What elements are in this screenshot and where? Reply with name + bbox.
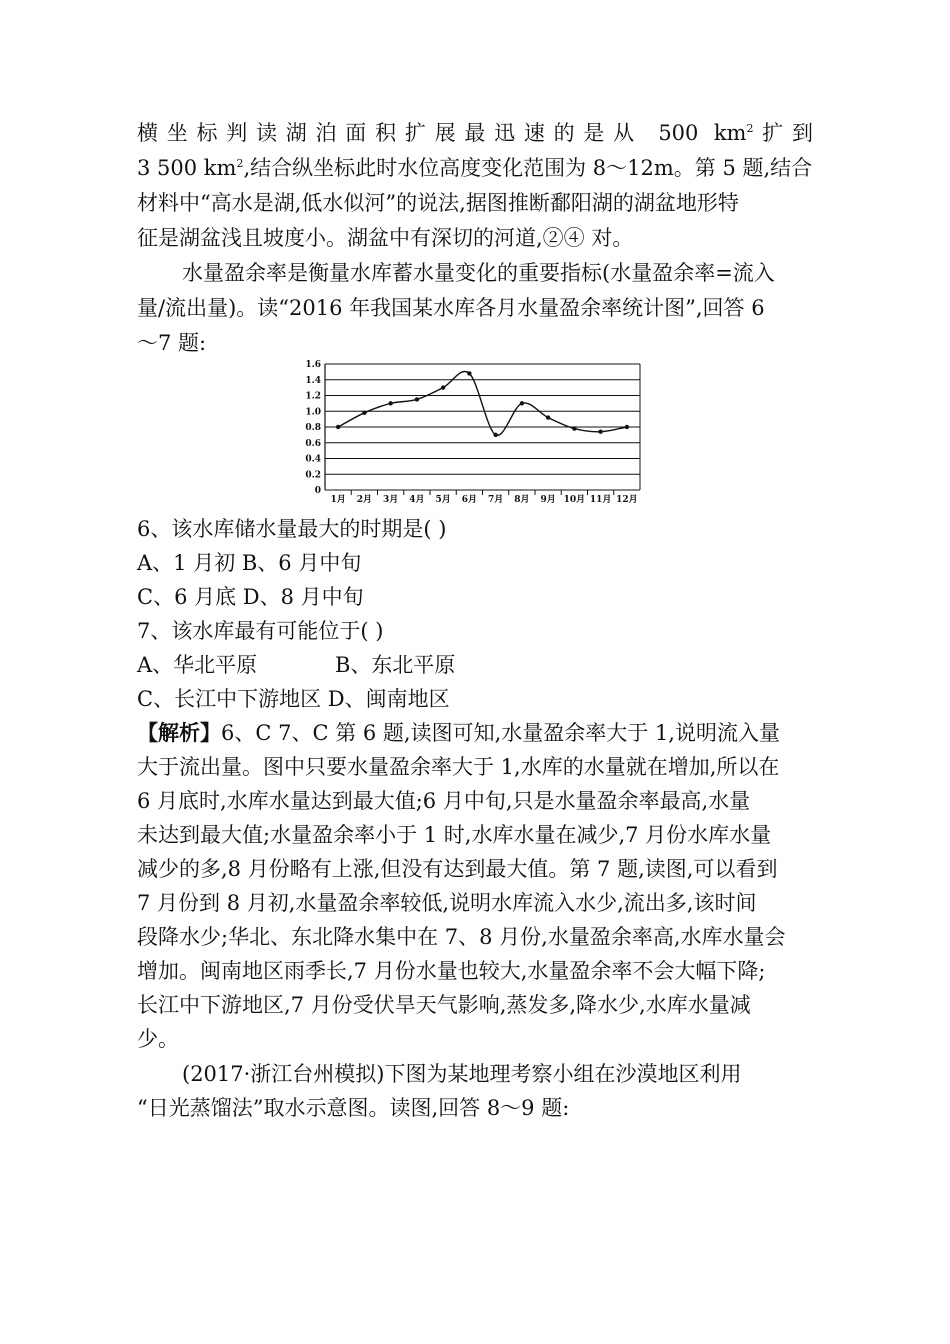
analysis-line: 减少的多,8 月份略有上涨,但没有达到最大值。第 7 题,读图,可以看到 [137,857,778,881]
next-question-intro: (2017·浙江台州模拟)下图为某地理考察小组在沙漠地区利用 [182,1062,742,1086]
data-point [625,425,629,429]
data-point [441,385,445,389]
paragraph-line: 材料中“高水是湖,低水似河”的说法,据图推断鄱阳湖的湖盆地形特 [137,191,739,215]
text-span: 6、C 7、C 第 6 题,读图可知,水量盈余率大于 1,说明流入量 [221,721,780,745]
data-point [362,411,366,415]
data-point [520,401,524,405]
x-tick-label: 10月 [563,495,586,505]
data-point [467,371,471,375]
x-tick-label: 7月 [487,495,504,505]
question-7-option-a: A、华北平原 [137,653,258,677]
x-tick-label: 9月 [540,495,556,505]
x-tick-label: 4月 [409,495,425,505]
question-6-options-cd: C、6 月底 D、8 月中旬 [137,585,364,609]
paragraph-line [137,118,813,148]
series-line [338,371,627,435]
question-7-options-cd: C、长江中下游地区 D、闽南地区 [137,687,450,711]
analysis-line: 少。 [137,1027,179,1051]
analysis-line: 6 月底时,水库水量达到最大值;6 月中旬,只是水量盈余率最高,水量 [137,789,751,813]
y-tick-label: 0 [314,486,321,496]
paragraph-line: 水量盈余率是衡量水库蓄水量变化的重要指标(水量盈余率=流入 [182,261,775,285]
question-6-options-ab: A、1 月初 B、6 月中旬 [137,551,362,575]
y-tick-label: 0.4 [305,454,321,465]
data-point [388,401,392,405]
data-point [415,397,419,401]
x-tick-label: 11月 [589,495,612,505]
analysis-line: 未达到最大值;水量盈余率小于 1 时,水库水量在减少,7 月份水库水量 [137,823,772,847]
text-span: 3 500 km [137,156,237,180]
analysis-line: 段降水少;华北、东北降水集中在 7、8 月份,水量盈余率高,水库水量会 [137,925,786,949]
data-point [572,426,576,430]
y-tick-label: 1.2 [305,391,321,402]
x-tick-label: 3月 [382,495,399,505]
analysis-line [137,718,780,748]
paragraph-line [137,153,812,183]
paragraph-line: 量/流出量)。读“2016 年我国某水库各月水量盈余率统计图”,回答 6 [137,296,765,320]
x-tick-label: 5月 [435,495,451,505]
x-tick-label: 8月 [514,495,530,505]
text-span: 横坐标判读湖泊面积扩展最迅速的是从 500 km [137,121,747,145]
analysis-line: 大于流出量。图中只要水量盈余率大于 1,水库的水量就在增加,所以在 [137,755,780,779]
x-tick-label: 6月 [461,495,478,505]
data-point [493,433,497,437]
paragraph-line: ～7 题: [137,331,207,355]
analysis-tag: 【解析】 [137,720,221,745]
superscript: 2 [746,122,754,135]
question-6: 6、该水库储水量最大的时期是( ) [137,517,447,541]
y-tick-label: 1.4 [305,375,321,386]
y-tick-label: 0.2 [305,470,321,481]
question-7: 7、该水库最有可能位于( ) [137,619,384,643]
analysis-line: 增加。闽南地区雨季长,7 月份水量也较大,水量盈余率不会大幅下降; [137,959,766,983]
next-question-intro: “日光蒸馏法”取水示意图。读图,回答 8～9 题: [137,1096,570,1120]
water-surplus-line-chart [292,356,644,508]
y-tick-label: 1.0 [305,407,321,418]
data-point [598,430,602,434]
paragraph-line: 征是湖盆浅且坡度小。湖盆中有深切的河道,②④ 对。 [137,226,634,250]
data-point [336,425,340,429]
analysis-line: 长江中下游地区,7 月份受伏旱天气影响,蒸发多,降水少,水库水量减 [137,993,751,1017]
x-tick-label: 2月 [356,495,373,505]
data-point [546,415,550,419]
superscript: 2 [236,157,244,170]
chart-svg [292,356,644,508]
x-tick-label: 1月 [330,495,346,505]
y-tick-label: 0.8 [305,423,321,433]
question-7-option-b: B、东北平原 [335,653,456,677]
analysis-line: 7 月份到 8 月初,水量盈余率较低,说明水库流入水少,流出多,该时间 [137,891,757,915]
x-tick-label: 12月 [616,495,638,505]
text-span: 扩到 [753,121,814,145]
text-span: ,结合纵坐标此时水位高度变化范围为 8～12m。第 5 题,结合 [243,156,813,180]
y-tick-label: 1.6 [305,360,321,370]
y-tick-label: 0.6 [305,438,321,449]
